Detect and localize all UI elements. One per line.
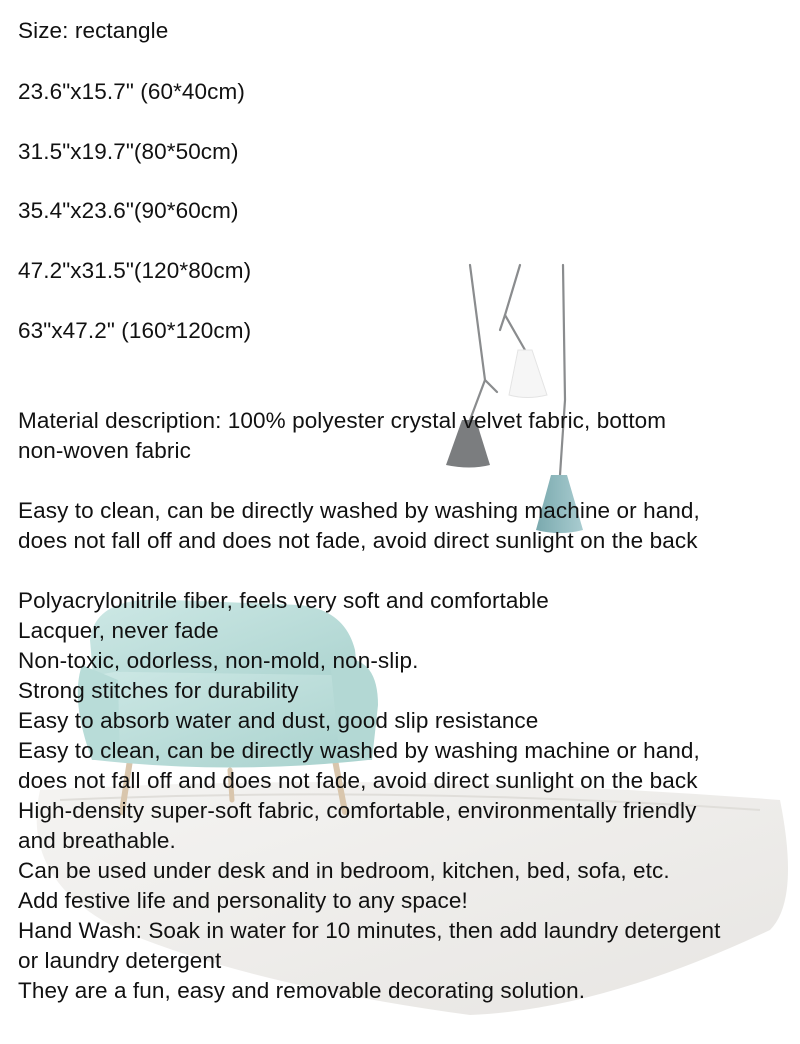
feature-item: High-density super-soft fabric, comfortable, environmentally friendly (18, 798, 697, 823)
feature-item: Hand Wash: Soak in water for 10 minutes, then add laundry detergent (18, 918, 721, 943)
feature-item: Strong stitches for durability (18, 678, 299, 703)
size-option: 63"x47.2" (160*120cm) (18, 318, 252, 343)
size-option: 35.4"x23.6"(90*60cm) (18, 198, 239, 223)
feature-item: Easy to absorb water and dust, good slip resistance (18, 708, 539, 733)
size-option: 47.2"x31.5"(120*80cm) (18, 258, 252, 283)
size-option: 23.6"x15.7" (60*40cm) (18, 79, 245, 104)
feature-item: Lacquer, never fade (18, 618, 219, 643)
feature-item: Non-toxic, odorless, non-mold, non-slip. (18, 648, 419, 673)
cleaning-note: does not fall off and does not fade, avoid direct sunlight on the back (18, 528, 698, 553)
feature-item: Polyacrylonitrile fiber, feels very soft and comfortable (18, 588, 549, 613)
material-description: Material description: 100% polyester crystal velvet fabric, bottom (18, 408, 667, 433)
feature-item: Easy to clean, can be directly washed by washing machine or hand, (18, 738, 700, 763)
feature-item: does not fall off and does not fade, avoid direct sunlight on the back (18, 768, 698, 793)
feature-item: and breathable. (18, 828, 176, 853)
material-description: non-woven fabric (18, 438, 191, 463)
feature-item: or laundry detergent (18, 948, 222, 973)
size-title: Size: rectangle (18, 18, 169, 43)
size-option: 31.5"x19.7"(80*50cm) (18, 139, 239, 164)
cleaning-note: Easy to clean, can be directly washed by washing machine or hand, (18, 498, 700, 523)
feature-item: They are a fun, easy and removable decorating solution. (18, 978, 586, 1003)
feature-item: Add festive life and personality to any space! (18, 888, 468, 913)
feature-item: Can be used under desk and in bedroom, kitchen, bed, sofa, etc. (18, 858, 670, 883)
white-lamp-shade (509, 350, 547, 398)
